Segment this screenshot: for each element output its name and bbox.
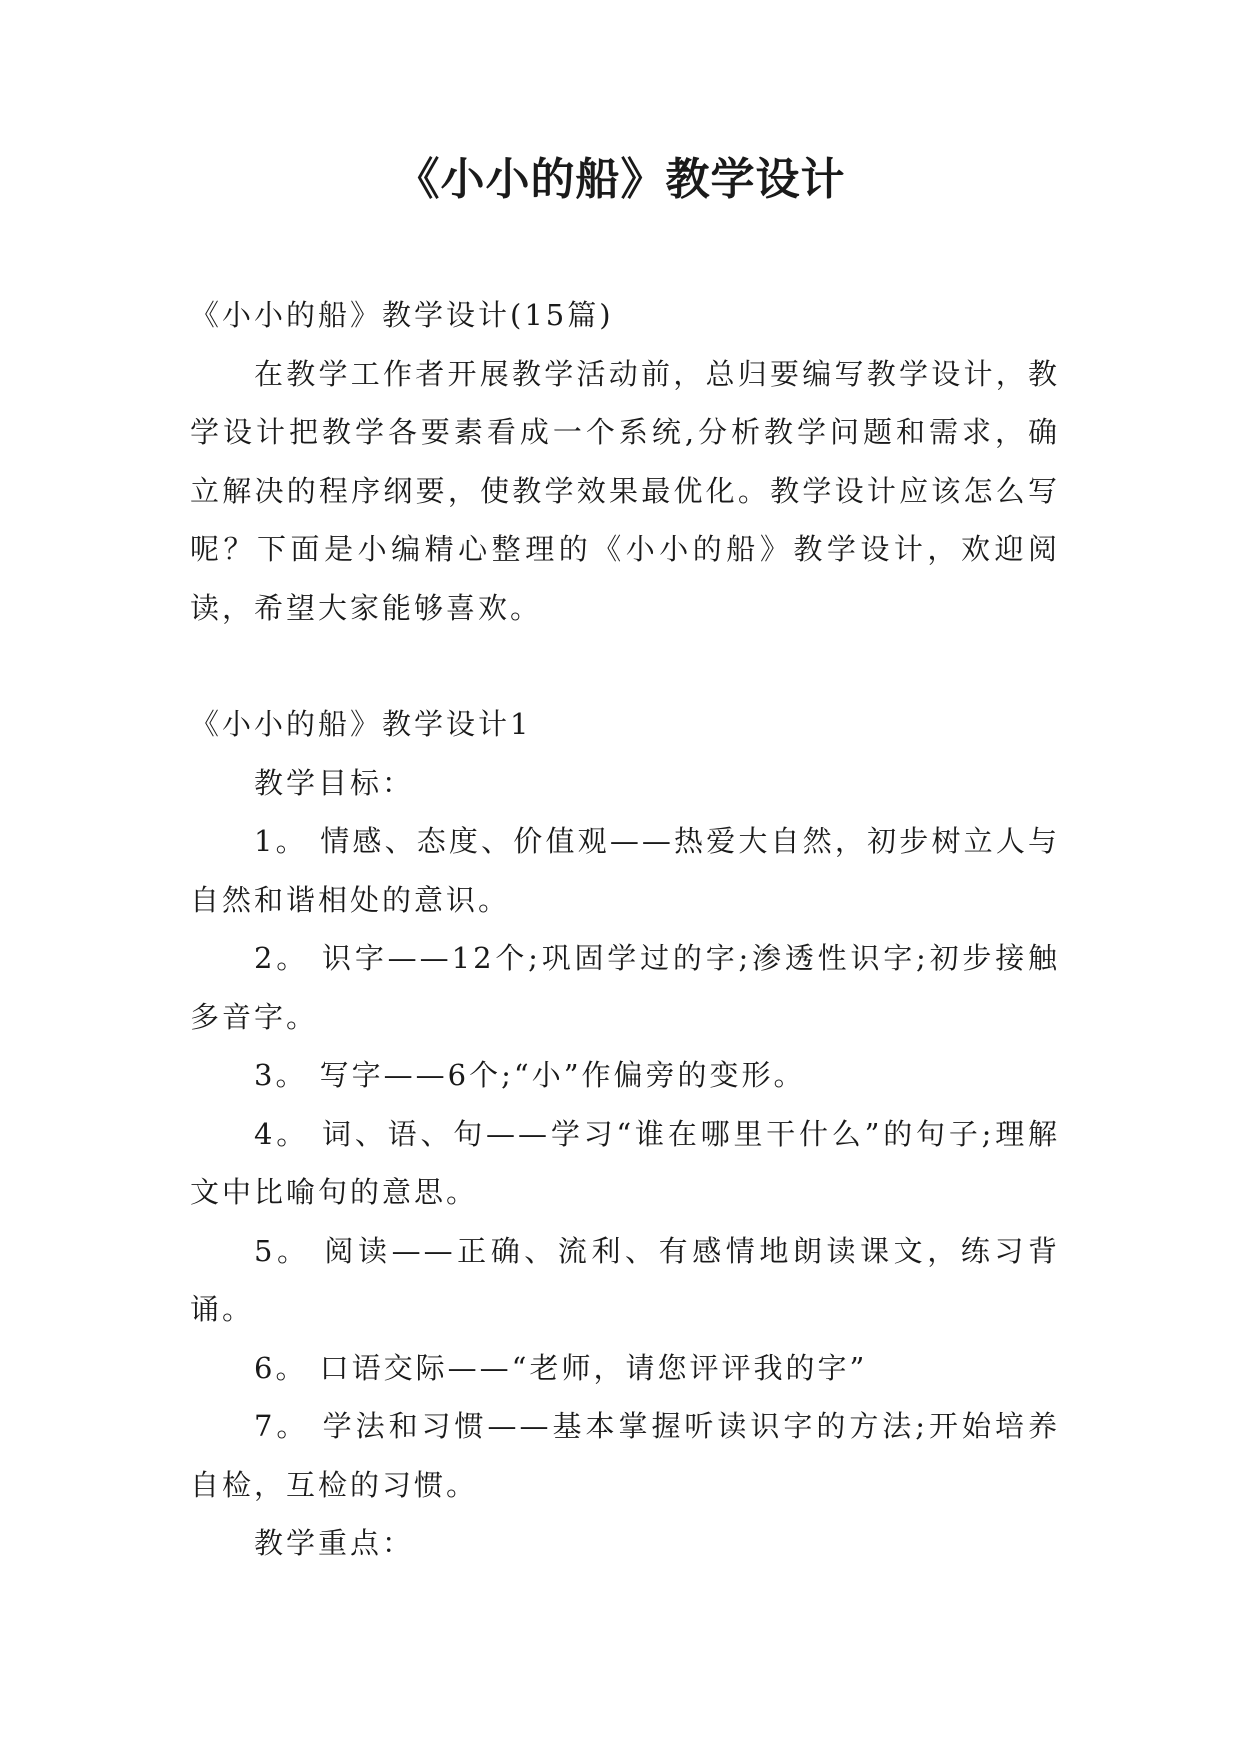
objective-item: 2。 识字——12个;巩固学过的字;渗透性识字;初步接触多音字。	[190, 941, 1060, 1034]
document-body	[190, 286, 1060, 1573]
objective-item: 1。 情感、态度、价值观——热爱大自然，初步树立人与自然和谐相处的意识。	[190, 824, 1060, 917]
objective-item: 7。 学法和习惯——基本掌握听读识字的方法;开始培养自检，互检的习惯。	[190, 1409, 1060, 1502]
intro-paragraph: 在教学工作者开展教学活动前，总归要编写教学设计，教学设计把教学各要素看成一个系统,分析教学问题和需求，确立解决的程序纲要，使教学效果最优化。教学设计应该怎么写呢？下面是小编精心整理的《小小的船》教学设计，欢迎阅读，希望大家能够喜欢。	[190, 356, 1060, 625]
spacer	[190, 637, 1060, 695]
document-title: 《小小的船》教学设计	[395, 154, 846, 205]
objective-item: 3。 写字——6个;“小”作偏旁的变形。	[254, 1058, 806, 1092]
objective-item: 6。 口语交际——“老师，请您评评我的字”	[254, 1350, 868, 1385]
section-heading: 《小小的船》教学设计1	[190, 707, 532, 741]
key-points-label: 教学重点：	[254, 1526, 415, 1560]
subtitle: 《小小的船》教学设计(15篇)	[190, 298, 614, 332]
objectives-label: 教学目标：	[254, 765, 415, 800]
objective-item: 5。 阅读——正确、流利、有感情地朗读课文，练习背诵。	[190, 1233, 1060, 1326]
objective-item: 4。 词、语、句——学习“谁在哪里干什么”的句子;理解文中比喻句的意思。	[190, 1116, 1060, 1209]
